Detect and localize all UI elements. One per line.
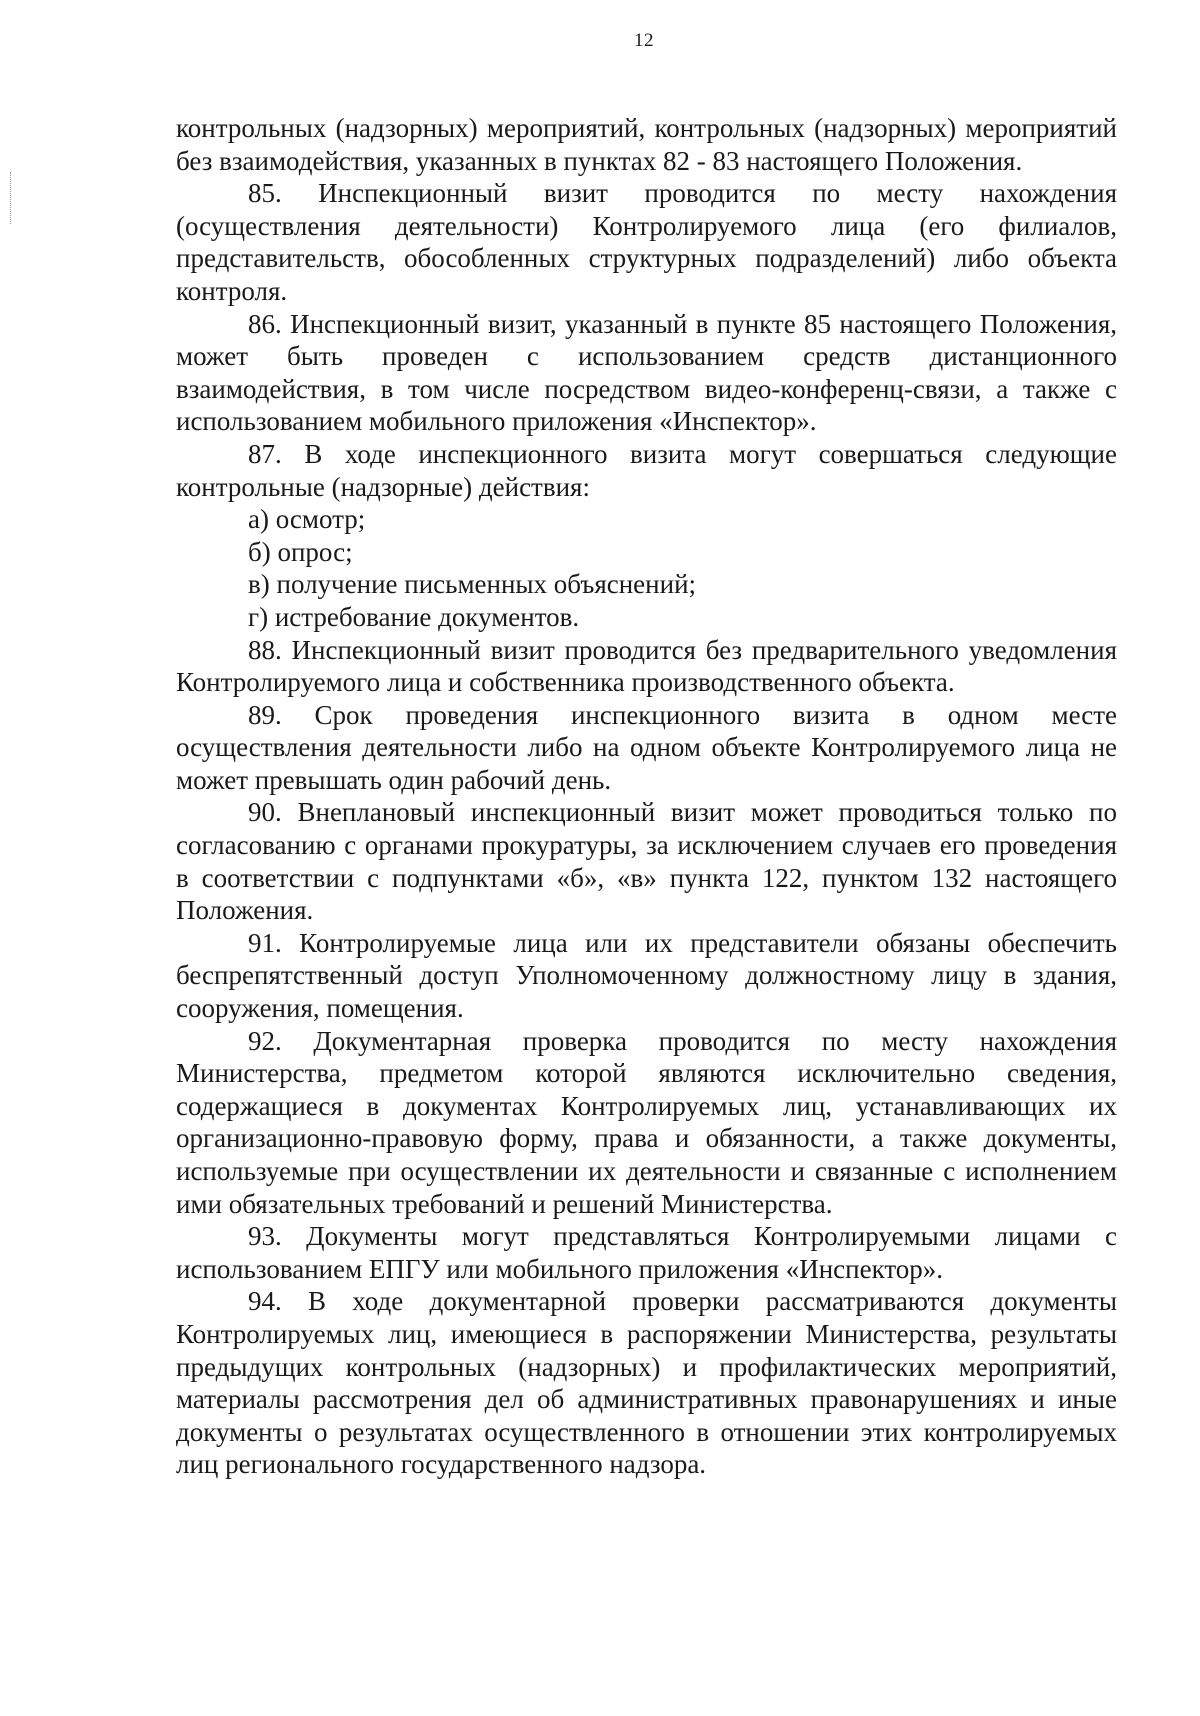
clause-87-item-v: в) получение письменных объяснений;: [248, 569, 697, 600]
clause-89: 89. Срок проведения инспекционного визита в одном месте осуществления деятельности либо на одном объекте Контролируемого лица не может превышать один рабочий день.: [176, 699, 1117, 795]
binding-margin-mark: [10, 172, 13, 224]
document-body: [176, 112, 1117, 1481]
clause-94: 94. В ходе документарной проверки рассматриваются документы Контролируемых лиц, имеющиеся в распоряжении Министерства, результаты предыдущих контрольных (надзорных) и профилактических мероприятий, материалы рассмотрения дел об административных правонарушениях и иные документы о результатах осуществленного в отношении этих контролируемых лиц регионального государственного надзора.: [176, 1286, 1117, 1480]
paragraph-continuation: контрольных (надзорных) мероприятий, контрольных (надзорных) мероприятий без взаимодействия, указанных в пунктах 82 - 83 настоящего Положения.: [176, 113, 1117, 176]
clause-91: 91. Контролируемые лица или их представители обязаны обеспечить беспрепятственный доступ Уполномоченному должностному лицу в здания, сооружения, помещения.: [176, 927, 1117, 1024]
clause-92: 92. Документарная проверка проводится по месту нахождения Министерства, предметом которой являются исключительно сведения, содержащиеся в документах Контролируемых лиц, устанавливающих их организационно-правовую форму, права и обязанности, а также документы, используемые при осуществлении их деятельности и связанные с исполнением ими обязательных требований и решений Министерства.: [176, 1025, 1117, 1219]
clause-86: 86. Инспекционный визит, указанный в пункте 85 настоящего Положения, может быть проведен с использованием средств дистанционного взаимодействия, в том числе посредством видео-конференц-связи, а также с использованием мобильного приложения «Инспектор».: [176, 308, 1117, 437]
clause-90: 90. Внеплановый инспекционный визит может проводиться только по согласованию с органами прокуратуры, за исключением случаев его проведения в соответствии с подпунктами «б», «в» пункта 122, пунктом 132 настоящего Положения.: [176, 797, 1117, 926]
clause-88: 88. Инспекционный визит проводится без предварительного уведомления Контролируемого лица и собственника производственного объекта.: [176, 634, 1117, 698]
clause-87: 87. В ходе инспекционного визита могут совершаться следующие контрольные (надзорные) действия:: [176, 438, 1117, 502]
clause-87-item-g: г) истребование документов.: [248, 601, 580, 632]
clause-87-item-a: а) осмотр;: [248, 504, 366, 535]
clause-93: 93. Документы могут представляться Контролируемыми лицами с использованием ЕПГУ или мобильного приложения «Инспектор».: [176, 1221, 1117, 1284]
clause-87-item-b: б) опрос;: [248, 536, 353, 567]
clause-85: 85. Инспекционный визит проводится по месту нахождения (осуществления деятельности) Контролируемого лица (его филиалов, представительств, обособленных структурных подразделений) либо объекта контроля.: [176, 178, 1117, 306]
page-number: 12: [634, 30, 654, 51]
